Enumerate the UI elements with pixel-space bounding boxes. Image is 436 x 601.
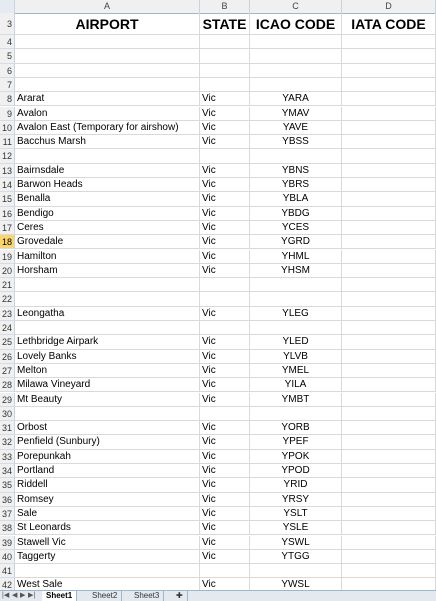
cell-state[interactable]: Vic	[200, 107, 250, 120]
cell-airport[interactable]: Milawa Vineyard	[15, 378, 200, 391]
cell-iata-code[interactable]	[342, 92, 436, 105]
cell-state[interactable]: Vic	[200, 335, 250, 348]
row-header[interactable]: 30	[0, 407, 15, 421]
cell-iata-code[interactable]	[342, 464, 436, 477]
cell-iata-code[interactable]	[342, 321, 436, 334]
row-header[interactable]: 40	[0, 550, 15, 564]
row-header[interactable]: 7	[0, 78, 15, 92]
cell-state[interactable]: Vic	[200, 378, 250, 391]
cell-icao-code[interactable]	[250, 78, 342, 91]
cell-iata-code[interactable]	[342, 164, 436, 177]
prev-sheet-nav-icon[interactable]: ◀	[12, 592, 18, 599]
cell-icao-code[interactable]: YARA	[250, 92, 342, 105]
table-header-row	[15, 13, 436, 35]
cell-icao-code[interactable]	[250, 149, 342, 162]
cell-airport[interactable]	[15, 64, 200, 77]
cell-icao-code[interactable]: YTGG	[250, 550, 342, 563]
cell-iata-code[interactable]	[342, 278, 436, 291]
cell-iata-code[interactable]	[342, 78, 436, 91]
cell-iata-code[interactable]	[342, 135, 436, 148]
cell-icao-code[interactable]: YSWL	[250, 536, 342, 549]
cell-state[interactable]: Vic	[200, 307, 250, 320]
cell-airport[interactable]	[15, 321, 200, 334]
cell-icao-code[interactable]: YBNS	[250, 164, 342, 177]
row-header[interactable]: 27	[0, 364, 15, 378]
cell-icao-code[interactable]: YMBT	[250, 393, 342, 406]
row-header[interactable]: 38	[0, 521, 15, 535]
cell-icao-code[interactable]	[250, 321, 342, 334]
row-header[interactable]: 26	[0, 350, 15, 364]
cell-iata-code[interactable]	[342, 107, 436, 120]
table-row	[15, 292, 436, 306]
cell-icao-code[interactable]: YPOK	[250, 450, 342, 463]
cell-airport[interactable]: Hamilton	[15, 250, 200, 263]
row-header[interactable]: 10	[0, 121, 15, 135]
column-header-bar	[0, 0, 436, 14]
cell-iata-code[interactable]	[342, 307, 436, 320]
cell-airport[interactable]: Bairnsdale	[15, 164, 200, 177]
cell-icao-code[interactable]: YGRD	[250, 235, 342, 248]
cell-state[interactable]	[200, 35, 250, 48]
cell-iata-code[interactable]	[342, 507, 436, 520]
row-header[interactable]: 22	[0, 292, 15, 306]
cell-state[interactable]	[200, 278, 250, 291]
cell-iata-code[interactable]	[342, 221, 436, 234]
cell-airport[interactable]: Avalon East (Temporary for airshow)	[15, 121, 200, 134]
cell-iata-code[interactable]	[342, 493, 436, 506]
cell-iata-code[interactable]	[342, 149, 436, 162]
row-header[interactable]: 5	[0, 49, 15, 63]
cell-state[interactable]	[200, 49, 250, 62]
cell-airport[interactable]: Lethbridge Airpark	[15, 335, 200, 348]
cell-icao-code[interactable]	[250, 564, 342, 577]
cell-state[interactable]: Vic	[200, 92, 250, 105]
table-row	[15, 178, 436, 192]
table-row	[15, 421, 436, 435]
cell-iata-code[interactable]	[342, 478, 436, 491]
cell-iata-code[interactable]	[342, 521, 436, 534]
row-header[interactable]: 23	[0, 307, 15, 321]
row-header[interactable]: 15	[0, 192, 15, 206]
cell-state[interactable]: Vic	[200, 478, 250, 491]
cell-iata-code[interactable]	[342, 35, 436, 48]
table-row	[15, 393, 436, 407]
cell-airport[interactable]: Porepunkah	[15, 450, 200, 463]
cell-icao-code[interactable]: YPEF	[250, 435, 342, 448]
cell-airport[interactable]: Ceres	[15, 221, 200, 234]
cell-iata-code[interactable]	[342, 335, 436, 348]
cell-state[interactable]	[200, 321, 250, 334]
cell-icao-code[interactable]: YHSM	[250, 264, 342, 277]
cell-icao-code[interactable]: YSLE	[250, 521, 342, 534]
table-row	[15, 78, 436, 92]
cell-icao-code[interactable]: YRSY	[250, 493, 342, 506]
cell-airport[interactable]: St Leonards	[15, 521, 200, 534]
table-row	[15, 550, 436, 564]
header-icao-code[interactable]: ICAO CODE	[250, 13, 342, 34]
cell-iata-code[interactable]	[342, 49, 436, 62]
last-sheet-nav-icon[interactable]: ▶|	[28, 592, 36, 599]
table-row	[15, 121, 436, 135]
cell-airport[interactable]	[15, 407, 200, 420]
row-header[interactable]: 28	[0, 378, 15, 392]
cell-airport[interactable]	[15, 278, 200, 291]
cell-icao-code[interactable]	[250, 407, 342, 420]
table-row	[15, 221, 436, 235]
row-header[interactable]: 6	[0, 64, 15, 78]
column-header-b[interactable]: B	[200, 0, 250, 13]
cell-state[interactable]	[200, 78, 250, 91]
cell-state[interactable]	[200, 149, 250, 162]
cell-state[interactable]	[200, 292, 250, 305]
cell-icao-code[interactable]: YILA	[250, 378, 342, 391]
cell-state[interactable]: Vic	[200, 235, 250, 248]
cell-airport[interactable]	[15, 49, 200, 62]
cell-icao-code[interactable]: YPOD	[250, 464, 342, 477]
sheet-tab-bar	[0, 590, 436, 601]
cell-icao-code[interactable]: YBLA	[250, 192, 342, 205]
cell-icao-code[interactable]	[250, 35, 342, 48]
table-row	[15, 49, 436, 63]
row-header[interactable]: 35	[0, 478, 15, 492]
cell-icao-code[interactable]: YBDG	[250, 207, 342, 220]
row-header[interactable]: 39	[0, 536, 15, 550]
table-row	[15, 135, 436, 149]
cell-state[interactable]: Vic	[200, 207, 250, 220]
table-row	[15, 478, 436, 492]
cell-icao-code[interactable]: YCES	[250, 221, 342, 234]
cell-icao-code[interactable]: YLVB	[250, 350, 342, 363]
table-row	[15, 507, 436, 521]
cell-airport[interactable]: Riddell	[15, 478, 200, 491]
cell-state[interactable]: Vic	[200, 493, 250, 506]
cell-airport[interactable]: Lovely Banks	[15, 350, 200, 363]
cell-state[interactable]: Vic	[200, 450, 250, 463]
cell-iata-code[interactable]	[342, 564, 436, 577]
table-row	[15, 250, 436, 264]
cell-icao-code[interactable]: YBRS	[250, 178, 342, 191]
next-sheet-nav-icon[interactable]: ▶	[20, 592, 26, 599]
table-row	[15, 464, 436, 478]
cell-icao-code[interactable]: YRID	[250, 478, 342, 491]
cell-icao-code[interactable]	[250, 49, 342, 62]
insert-sheet-icon[interactable]: ✚	[172, 591, 188, 601]
header-state[interactable]: STATE	[200, 13, 250, 34]
cell-airport[interactable]	[15, 149, 200, 162]
row-header[interactable]: 42	[0, 578, 15, 592]
cell-airport[interactable]: Melton	[15, 364, 200, 377]
cell-airport[interactable]: Grovedale	[15, 235, 200, 248]
cell-state[interactable]: Vic	[200, 550, 250, 563]
table-row	[15, 35, 436, 49]
table-row	[15, 321, 436, 335]
cell-icao-code[interactable]: YLED	[250, 335, 342, 348]
row-header[interactable]: 20	[0, 264, 15, 278]
cell-airport[interactable]: Leongatha	[15, 307, 200, 320]
cell-state[interactable]: Vic	[200, 421, 250, 434]
table-row	[15, 164, 436, 178]
row-header[interactable]: 4	[0, 35, 15, 49]
cell-iata-code[interactable]	[342, 264, 436, 277]
table-row	[15, 378, 436, 392]
row-header[interactable]: 29	[0, 393, 15, 407]
tab-sheet3[interactable]: Sheet3	[130, 591, 164, 601]
tab-sheet1[interactable]: Sheet1	[42, 591, 77, 601]
cell-iata-code[interactable]	[342, 378, 436, 391]
table-row	[15, 278, 436, 292]
table-row	[15, 264, 436, 278]
cell-icao-code[interactable]: YMAV	[250, 107, 342, 120]
cell-state[interactable]: Vic	[200, 221, 250, 234]
row-header[interactable]: 17	[0, 221, 15, 235]
cell-state[interactable]: Vic	[200, 164, 250, 177]
cell-icao-code[interactable]: YBSS	[250, 135, 342, 148]
cell-state[interactable]: Vic	[200, 135, 250, 148]
cell-state[interactable]	[200, 564, 250, 577]
cell-airport[interactable]: Bendigo	[15, 207, 200, 220]
table-row	[15, 149, 436, 163]
cell-iata-code[interactable]	[342, 178, 436, 191]
cell-iata-code[interactable]	[342, 421, 436, 434]
cell-airport[interactable]: Barwon Heads	[15, 178, 200, 191]
cell-icao-code[interactable]: YLEG	[250, 307, 342, 320]
cell-state[interactable]	[200, 407, 250, 420]
cell-icao-code[interactable]: YSLT	[250, 507, 342, 520]
cell-airport[interactable]: Penfield (Sunbury)	[15, 435, 200, 448]
row-header[interactable]: 36	[0, 493, 15, 507]
cell-state[interactable]: Vic	[200, 507, 250, 520]
row-header[interactable]: 16	[0, 207, 15, 221]
cell-iata-code[interactable]	[342, 121, 436, 134]
cell-iata-code[interactable]	[342, 207, 436, 220]
table-row	[15, 64, 436, 78]
column-header-d[interactable]: D	[342, 0, 436, 13]
cell-iata-code[interactable]	[342, 350, 436, 363]
column-header-c[interactable]: C	[250, 0, 342, 13]
table-row	[15, 364, 436, 378]
cell-icao-code[interactable]: YMEL	[250, 364, 342, 377]
table-row	[15, 450, 436, 464]
cell-state[interactable]: Vic	[200, 350, 250, 363]
row-header[interactable]: 8	[0, 92, 15, 106]
table-row	[15, 521, 436, 535]
cell-airport[interactable]: Ararat	[15, 92, 200, 105]
cell-state[interactable]: Vic	[200, 250, 250, 263]
cell-airport[interactable]: Portland	[15, 464, 200, 477]
row-header[interactable]: 41	[0, 564, 15, 578]
cell-airport[interactable]	[15, 35, 200, 48]
cell-icao-code[interactable]	[250, 64, 342, 77]
cell-airport[interactable]: Taggerty	[15, 550, 200, 563]
row-header[interactable]: 9	[0, 107, 15, 121]
row-header[interactable]: 21	[0, 278, 15, 292]
cell-airport[interactable]: Horsham	[15, 264, 200, 277]
cell-state[interactable]	[200, 64, 250, 77]
cell-airport[interactable]: Avalon	[15, 107, 200, 120]
row-header[interactable]: 12	[0, 149, 15, 163]
cell-state[interactable]: Vic	[200, 393, 250, 406]
cell-airport[interactable]	[15, 292, 200, 305]
cell-airport[interactable]: Romsey	[15, 493, 200, 506]
table-row	[15, 350, 436, 364]
cell-state[interactable]: Vic	[200, 435, 250, 448]
column-header-a[interactable]: A	[15, 0, 200, 13]
row-header[interactable]: 14	[0, 178, 15, 192]
cell-icao-code[interactable]	[250, 278, 342, 291]
row-header[interactable]: 31	[0, 421, 15, 435]
table-row	[15, 564, 436, 578]
table-row	[15, 235, 436, 249]
cell-iata-code[interactable]	[342, 250, 436, 263]
first-sheet-nav-icon[interactable]: |◀	[2, 592, 10, 599]
header-airport[interactable]: AIRPORT	[15, 13, 200, 34]
table-row	[15, 307, 436, 321]
cell-state[interactable]: Vic	[200, 264, 250, 277]
table-row	[15, 335, 436, 349]
cell-iata-code[interactable]	[342, 393, 436, 406]
table-row	[15, 192, 436, 206]
table-row	[15, 407, 436, 421]
table-row	[15, 92, 436, 106]
cell-icao-code[interactable]: YAVE	[250, 121, 342, 134]
cell-airport[interactable]: Benalla	[15, 192, 200, 205]
cell-iata-code[interactable]	[342, 292, 436, 305]
table-row	[15, 435, 436, 449]
cell-iata-code[interactable]	[342, 536, 436, 549]
cell-state[interactable]: Vic	[200, 536, 250, 549]
table-row	[15, 107, 436, 121]
cell-icao-code[interactable]: YWSL	[250, 578, 342, 591]
cell-icao-code[interactable]	[250, 292, 342, 305]
table-row	[15, 536, 436, 550]
row-header[interactable]: 32	[0, 435, 15, 449]
cell-airport[interactable]	[15, 564, 200, 577]
cell-icao-code[interactable]: YORB	[250, 421, 342, 434]
row-header[interactable]: 33	[0, 450, 15, 464]
row-header[interactable]: 24	[0, 321, 15, 335]
cell-airport[interactable]: Mt Beauty	[15, 393, 200, 406]
cell-state[interactable]: Vic	[200, 521, 250, 534]
cell-airport[interactable]: Sale	[15, 507, 200, 520]
cell-airport[interactable]: Orbost	[15, 421, 200, 434]
select-all-corner[interactable]	[0, 0, 15, 13]
tab-sheet2[interactable]: Sheet2	[88, 591, 122, 601]
cell-state[interactable]: Vic	[200, 578, 250, 591]
cell-iata-code[interactable]	[342, 235, 436, 248]
cell-airport[interactable]: West Sale	[15, 578, 200, 591]
row-header[interactable]: 25	[0, 335, 15, 349]
cell-icao-code[interactable]: YHML	[250, 250, 342, 263]
cell-iata-code[interactable]	[342, 407, 436, 420]
cell-iata-code[interactable]	[342, 450, 436, 463]
table-row	[15, 207, 436, 221]
cell-airport[interactable]: Stawell Vic	[15, 536, 200, 549]
row-header[interactable]: 37	[0, 507, 15, 521]
cell-iata-code[interactable]	[342, 64, 436, 77]
header-iata-code[interactable]: IATA CODE	[342, 13, 436, 34]
cell-iata-code[interactable]	[342, 435, 436, 448]
row-header[interactable]: 3	[0, 13, 15, 35]
cell-state[interactable]: Vic	[200, 121, 250, 134]
cell-state[interactable]: Vic	[200, 464, 250, 477]
cell-state[interactable]: Vic	[200, 364, 250, 377]
row-header[interactable]: 13	[0, 164, 15, 178]
cell-airport[interactable]	[15, 78, 200, 91]
row-header[interactable]: 11	[0, 135, 15, 149]
cell-iata-code[interactable]	[342, 364, 436, 377]
cell-state[interactable]: Vic	[200, 192, 250, 205]
table-row	[15, 493, 436, 507]
cell-iata-code[interactable]	[342, 550, 436, 563]
row-header[interactable]: 34	[0, 464, 15, 478]
cell-iata-code[interactable]	[342, 192, 436, 205]
cell-state[interactable]: Vic	[200, 178, 250, 191]
cell-airport[interactable]: Bacchus Marsh	[15, 135, 200, 148]
row-header[interactable]: 19	[0, 250, 15, 264]
row-header[interactable]: 18	[0, 235, 15, 249]
